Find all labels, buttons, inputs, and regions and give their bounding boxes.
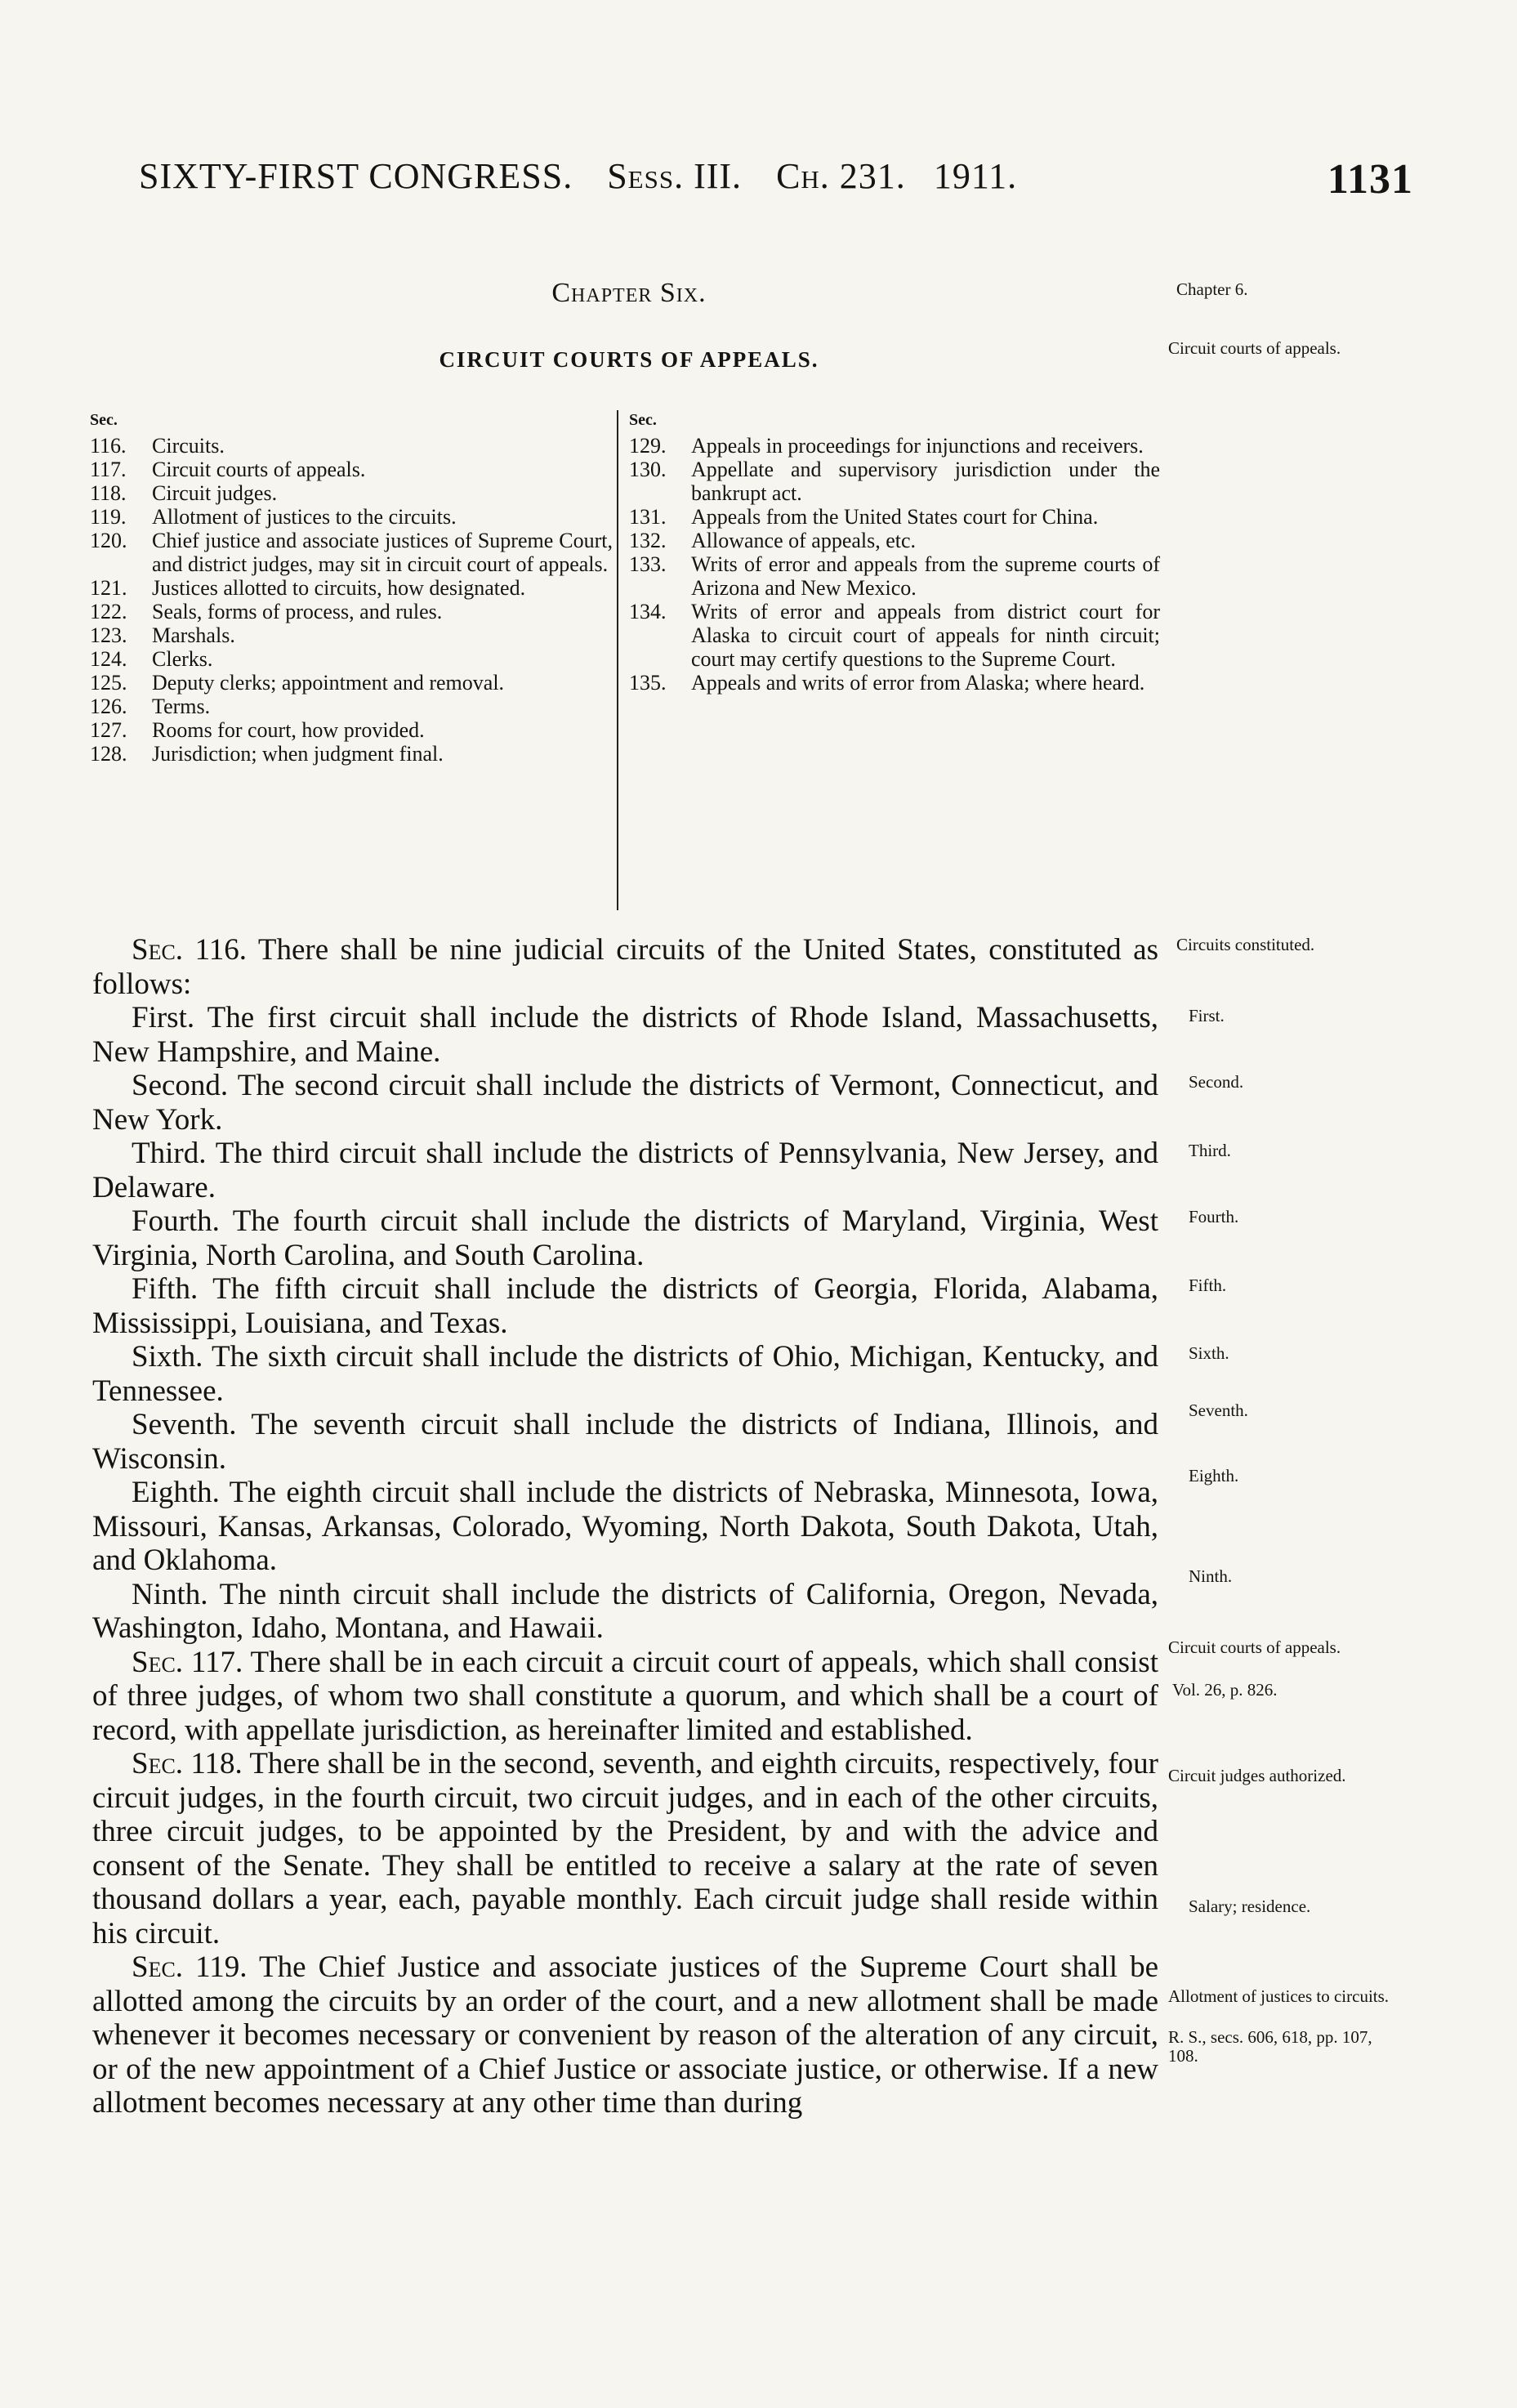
paragraph-sec-117: Sec. 117. There shall be in each circuit a circuit court of appeals, which shall consist of three judges, of whom two shall constitute a quorum, and which shall be a court of record, with appellate jurisdiction, as hereinafter limited and established.	[92, 1645, 1158, 1747]
margin-note-ninth: Ninth.	[1189, 1566, 1233, 1586]
congress-title: SIXTY-FIRST CONGRESS.	[139, 156, 573, 196]
margin-note-rs-ref: R. S., secs. 606, 618, pp. 107, 108.	[1168, 2027, 1372, 2066]
paragraph-first: First. The first circuit shall include the districts of Rhode Island, Massachusetts, New Hampshire, and Maine.	[92, 1001, 1158, 1069]
margin-note-salary: Salary; residence.	[1189, 1896, 1311, 1916]
paragraph-sixth: Sixth. The sixth circuit shall include the districts of Ohio, Michigan, Kentucky, and Tennessee.	[92, 1340, 1158, 1408]
toc-item: 131. Appeals from the United States court for China.	[629, 505, 1099, 529]
paragraph-fourth: Fourth. The fourth circuit shall include the districts of Maryland, Virginia, West Virginia, North Carolina, and South Carolina.	[92, 1204, 1158, 1272]
margin-note-eighth: Eighth.	[1189, 1466, 1239, 1485]
toc-item: 125. Deputy clerks; appointment and removal.	[90, 671, 505, 695]
subject-title: CIRCUIT COURTS OF APPEALS.	[439, 347, 819, 372]
body-text	[92, 933, 1158, 2120]
paragraph-sec-118: Sec. 118. There shall be in the second, seventh, and eighth circuits, respectively, four circuit judges, in the fourth circuit, two circuit judges, and in each of the other circuits, three circuit judges, to be appointed by the President, by and with the advice and consent of the Senate. They shall be entitled to receive a salary at the rate of seven thousand dollars a year, each, payable monthly. Each circuit judge shall reside within his circuit.	[92, 1747, 1158, 1950]
toc-item: 116. Circuits.	[90, 434, 225, 458]
toc-item: 119. Allotment of justices to the circuits.	[90, 505, 457, 529]
margin-note-judges-authorized: Circuit judges authorized.	[1168, 1766, 1346, 1785]
toc-item: 127. Rooms for court, how provided.	[90, 718, 425, 742]
paragraph-seventh: Seventh. The seventh circuit shall include the districts of Indiana, Illinois, and Wisconsin.	[92, 1408, 1158, 1476]
year-label: 1911.	[933, 156, 1018, 196]
page-number: 1131	[1327, 156, 1413, 203]
margin-note-allotment: Allotment of justices to circuits.	[1168, 1986, 1390, 2006]
toc-sec-header: Sec.	[629, 411, 657, 429]
margin-note-sixth: Sixth.	[1189, 1343, 1229, 1363]
toc-item: 130. Appellate and supervisory jurisdiction under the bankrupt act.	[629, 458, 1160, 505]
paragraph-second: Second. The second circuit shall include the districts of Vermont, Connecticut, and New York.	[92, 1069, 1158, 1137]
paragraph-third: Third. The third circuit shall include the districts of Pennsylvania, New Jersey, and Delaware.	[92, 1137, 1158, 1204]
toc-item: 122. Seals, forms of process, and rules.	[90, 600, 443, 623]
running-header	[139, 155, 1413, 229]
toc-item: 118. Circuit judges.	[90, 481, 278, 505]
toc-item: 126. Terms.	[90, 695, 211, 718]
toc-item: 133. Writs of error and appeals from the supreme courts of Arizona and New Mexico.	[629, 552, 1160, 600]
toc-item: 134. Writs of error and appeals from district court for Alaska to circuit court of appeals for ninth circuit; court may certify questions to the Supreme Court.	[629, 600, 1160, 671]
margin-note-seventh: Seventh.	[1189, 1401, 1248, 1420]
toc-item: 124. Clerks.	[90, 647, 213, 671]
paragraph-eighth: Eighth. The eighth circuit shall include the districts of Nebraska, Minnesota, Iowa, Missouri, Kansas, Arkansas, Colorado, Wyoming, North Dakota, South Dakota, Utah, and Oklahoma.	[92, 1476, 1158, 1577]
toc-left-column	[90, 409, 613, 766]
toc-item: 129. Appeals in proceedings for injunctions and receivers.	[629, 434, 1144, 458]
toc-item: 132. Allowance of appeals, etc.	[629, 529, 917, 552]
margin-note-circuit-courts-117: Circuit courts of appeals.	[1168, 1637, 1341, 1657]
margin-note-circuits-constituted: Circuits constituted.	[1176, 935, 1315, 954]
margin-note-second: Second.	[1189, 1072, 1244, 1092]
toc-item: 135. Appeals and writs of error from Alaska; where heard.	[629, 671, 1145, 695]
margin-note-fifth: Fifth.	[1189, 1275, 1227, 1295]
chapter-label: Ch. 231.	[776, 156, 906, 196]
paragraph-sec-119: Sec. 119. The Chief Justice and associate justices of the Supreme Court shall be allotted among the circuits by an order of the court, and a new allotment shall be made whenever it becomes necessary or convenient by reason of the alteration of any circuit, or of the new appointment of a Chief Justice or associate justice, or otherwise. If a new allotment becomes necessary at any other time than during	[92, 1950, 1158, 2120]
margin-note-third: Third.	[1189, 1141, 1231, 1160]
toc-item: 128. Jurisdiction; when judgment final.	[90, 742, 444, 766]
margin-note-fourth: Fourth.	[1189, 1207, 1239, 1226]
paragraph-ninth: Ninth. The ninth circuit shall include the districts of California, Oregon, Nevada, Washington, Idaho, Montana, and Hawaii.	[92, 1577, 1158, 1645]
toc-right-column	[629, 409, 1160, 695]
margin-note-vol-ref: Vol. 26, p. 826.	[1172, 1680, 1278, 1700]
margin-note-first: First.	[1189, 1006, 1225, 1025]
toc-item: 117. Circuit courts of appeals.	[90, 458, 366, 481]
chapter-title: Chapter Six.	[551, 278, 707, 308]
session-label: Sess. III.	[607, 156, 743, 196]
margin-note-chapter: Chapter 6.	[1176, 279, 1248, 299]
margin-note-circuit-courts: Circuit courts of appeals.	[1168, 338, 1341, 358]
toc-sec-header: Sec.	[90, 411, 118, 429]
toc-item: 121. Justices allotted to circuits, how designated.	[90, 576, 526, 600]
toc-divider	[617, 410, 618, 910]
toc-item: 123. Marshals.	[90, 623, 235, 647]
paragraph-fifth: Fifth. The fifth circuit shall include the districts of Georgia, Florida, Alabama, Mississippi, Louisiana, and Texas.	[92, 1272, 1158, 1340]
paragraph-sec-116: Sec. 116. There shall be nine judicial circuits of the United States, constituted as follows:	[92, 933, 1158, 1001]
toc-item: 120. Chief justice and associate justices of Supreme Court, and district judges, may sit in circuit court of appeals.	[90, 529, 613, 576]
